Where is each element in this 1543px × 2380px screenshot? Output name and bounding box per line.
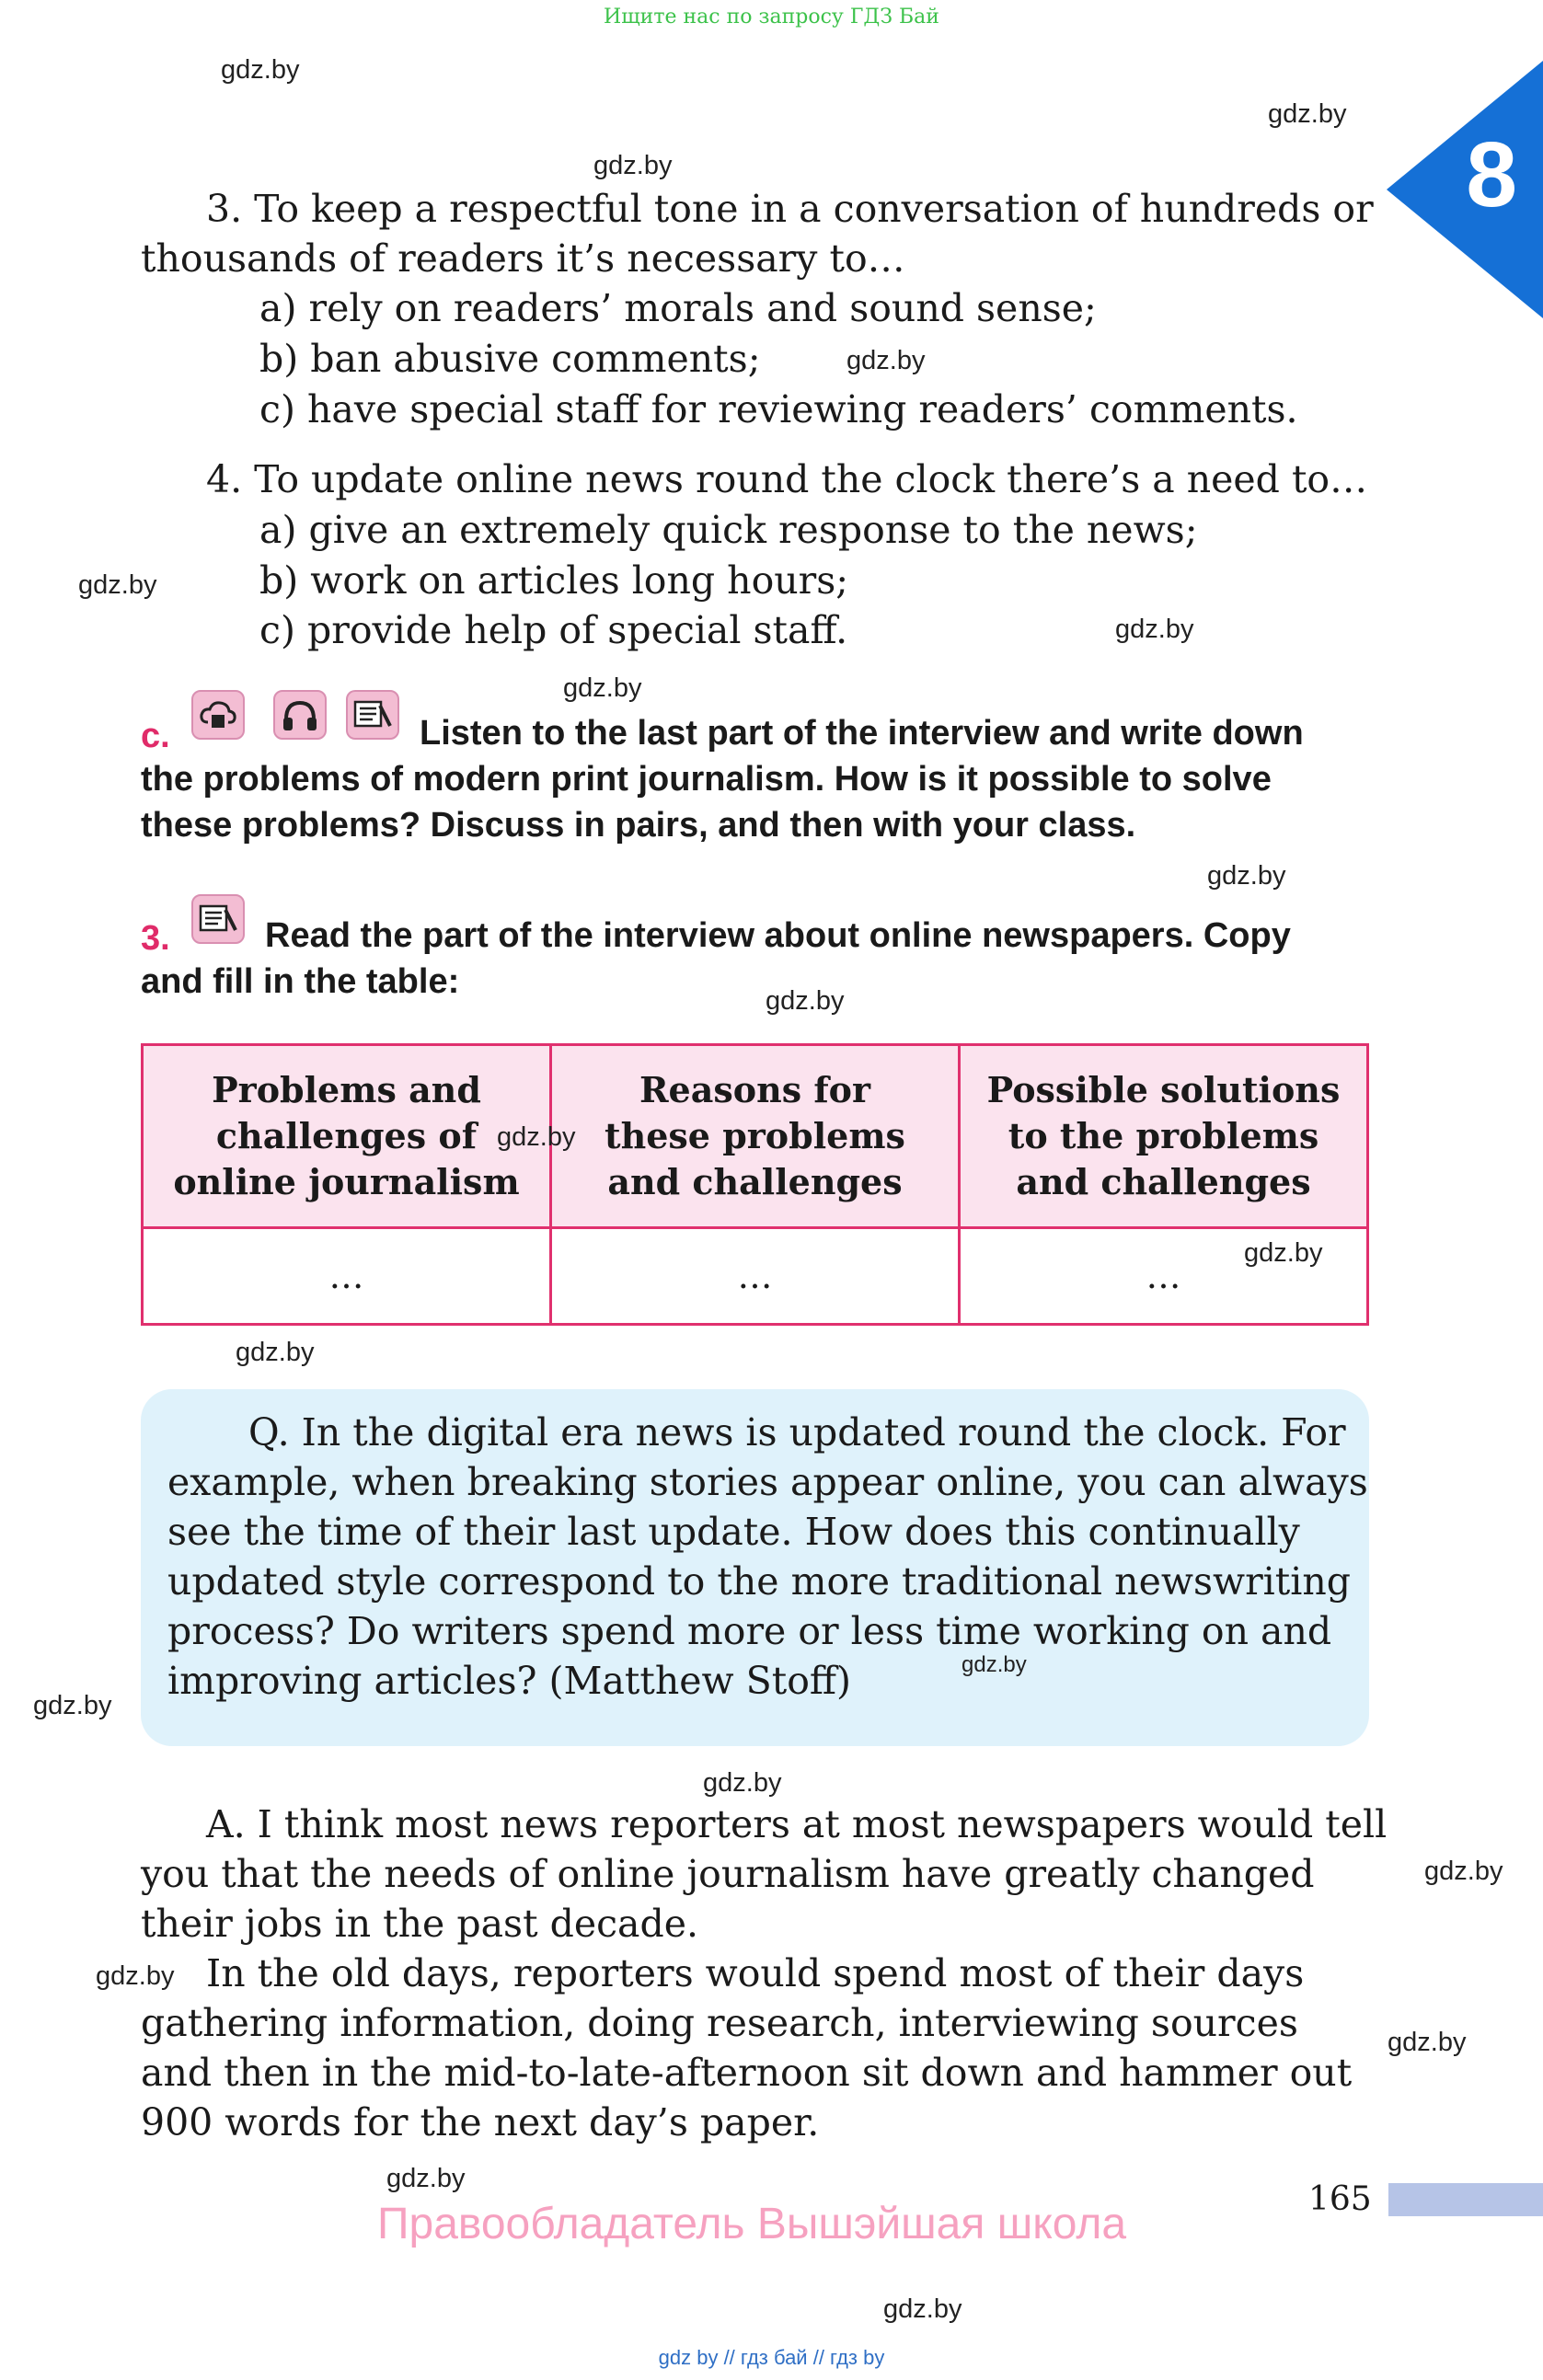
page-number: 165: [1308, 2180, 1372, 2218]
watermark: gdz.by: [883, 2294, 962, 2324]
task-3-line2: and fill in the table:: [141, 962, 460, 1001]
table-header-row: [143, 1045, 1368, 1228]
fill-in-table: [141, 1043, 1369, 1326]
task-3-line1: Read the part of the interview about online newspapers. Copy: [265, 916, 1291, 955]
q3-option-a: a) rely on readers’ morals and sound sense;: [259, 286, 1097, 330]
header-line: and challenges: [1016, 1161, 1311, 1202]
watermark: gdz.by: [593, 151, 673, 180]
table-cell: …: [143, 1228, 551, 1325]
question-line: updated style correspond to the more traditional newswriting: [167, 1559, 1352, 1604]
q4-stem-line1: 4. To update online news round the clock there’s a need to…: [206, 457, 1368, 501]
watermark: gdz.by: [386, 2164, 466, 2193]
watermark: gdz.by: [1388, 2028, 1467, 2057]
watermark: gdz.by: [961, 1652, 1027, 1677]
answer-line: and then in the mid-to-late-afternoon sit down and hammer out: [141, 2051, 1353, 2095]
watermark: gdz.by: [96, 1961, 175, 1991]
page-number-bar: [1388, 2183, 1543, 2216]
watermark: gdz.by: [703, 1768, 782, 1798]
watermark: gdz.by: [563, 673, 642, 703]
header-line: and challenges: [607, 1161, 903, 1202]
answer-line: 900 words for the next day’s paper.: [141, 2100, 820, 2144]
headphones-icon: [273, 690, 327, 740]
chapter-number: 8: [1466, 123, 1517, 226]
watermark: gdz.by: [33, 1691, 112, 1720]
q4-option-b: b) work on articles long hours;: [259, 558, 849, 603]
footer-links[interactable]: gdz by // гдз бай // гдз by: [658, 2346, 885, 2369]
header-line: challenges of: [215, 1115, 478, 1156]
rights-holder: Правообладатель Вышэйшая школа: [377, 2200, 1127, 2248]
header-line: Possible solutions: [986, 1069, 1341, 1110]
question-line: improving articles? (Matthew Stoff): [167, 1659, 852, 1703]
task-3-label: 3.: [141, 919, 170, 958]
task-c-line2: the problems of modern print journalism. How is it possible to solve: [141, 760, 1272, 799]
top-search-note: Ищите нас по запросу ГДЗ Бай: [604, 6, 939, 29]
task-c-line3: these problems? Discuss in pairs, and then with your class.: [141, 806, 1136, 845]
q3-stem-line2: thousands of readers it’s necessary to…: [141, 236, 905, 281]
chapter-corner-badge: [1387, 61, 1543, 318]
notebook-pencil-icon: [191, 894, 245, 944]
watermark: gdz.by: [1115, 615, 1194, 644]
table-header-cell: [143, 1045, 551, 1228]
table-header-cell: [960, 1045, 1368, 1228]
question-line: process? Do writers spend more or less time working on and: [167, 1609, 1332, 1653]
watermark: gdz.by: [78, 570, 157, 600]
question-line: Q. In the digital era news is updated round the clock. For: [248, 1410, 1346, 1454]
q3-option-b: b) ban abusive comments;: [259, 337, 761, 381]
watermark: gdz.by: [1268, 99, 1347, 129]
watermark: gdz.by: [1424, 1857, 1503, 1886]
watermark: gdz.by: [846, 346, 926, 375]
question-line: see the time of their last update. How does this continually: [167, 1510, 1300, 1554]
answer-line: you that the needs of online journalism have greatly changed: [141, 1852, 1315, 1896]
task-c-label: c.: [141, 717, 170, 755]
table-row: [143, 1228, 1368, 1325]
watermark: gdz.by: [1207, 861, 1286, 891]
table-header-cell: [551, 1045, 960, 1228]
answer-line: gathering information, doing research, interviewing sources: [141, 2001, 1298, 2045]
watermark: gdz.by: [221, 55, 300, 85]
q4-option-a: a) give an extremely quick response to the news;: [259, 508, 1198, 552]
question-line: example, when breaking stories appear online, you can always: [167, 1460, 1368, 1504]
header-line: to the problems: [1008, 1115, 1319, 1156]
watermark: gdz.by: [497, 1122, 576, 1152]
header-line: Reasons for: [639, 1069, 871, 1110]
task-c-line1: Listen to the last part of the interview and write down: [420, 714, 1304, 753]
table-cell: …: [551, 1228, 960, 1325]
answer-line: In the old days, reporters would spend most of their days: [206, 1951, 1305, 1995]
header-line: these problems: [605, 1115, 905, 1156]
q4-option-c: c) provide help of special staff.: [259, 608, 848, 652]
table-cell: …: [960, 1228, 1368, 1325]
answer-line: their jobs in the past decade.: [141, 1902, 699, 1946]
header-line: online journalism: [173, 1161, 520, 1202]
q3-stem-line1: 3. To keep a respectful tone in a conversation of hundreds or: [206, 187, 1374, 231]
watermark: gdz.by: [766, 986, 845, 1016]
answer-line: A. I think most news reporters at most newspapers would tell: [206, 1802, 1388, 1846]
notebook-pencil-icon: [346, 690, 399, 740]
watermark: gdz.by: [1244, 1238, 1323, 1268]
watermark: gdz.by: [236, 1338, 315, 1367]
q3-option-c: c) have special staff for reviewing readers’ comments.: [259, 387, 1298, 431]
cloud-download-icon: [191, 690, 245, 740]
header-line: Problems and: [212, 1069, 481, 1110]
